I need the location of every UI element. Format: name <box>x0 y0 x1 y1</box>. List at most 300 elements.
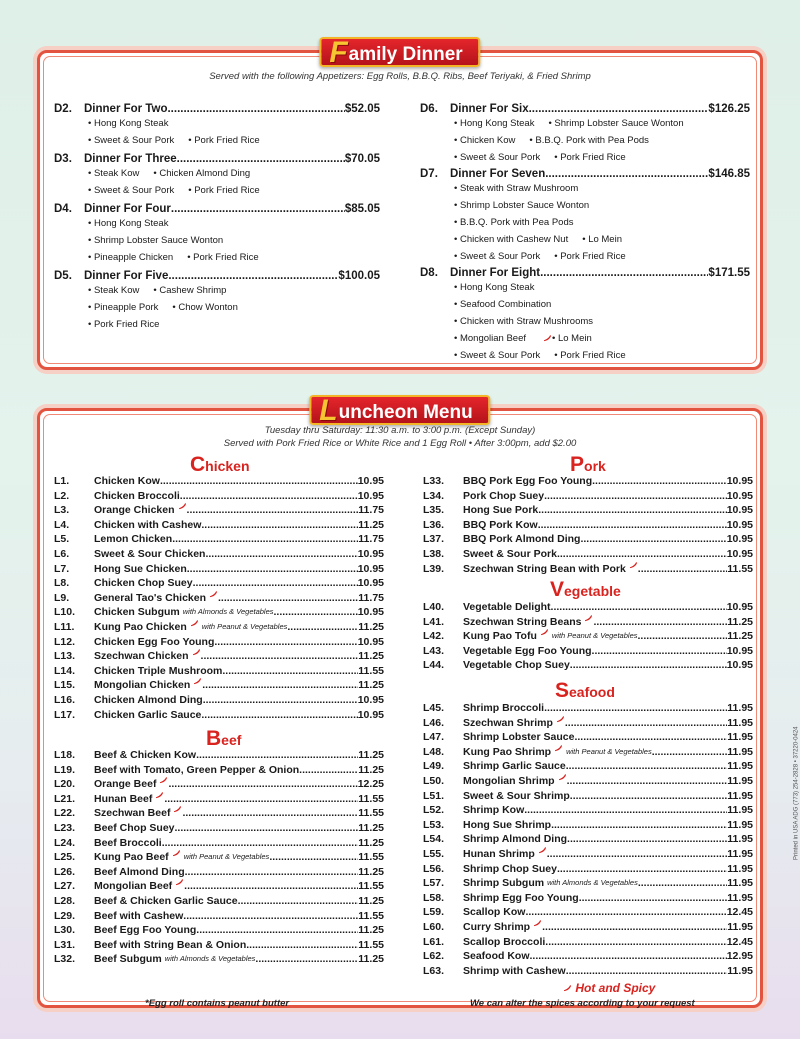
dinner-item-line <box>454 296 750 313</box>
dot-leader <box>172 532 358 547</box>
dot-leader <box>184 879 358 894</box>
menu-item <box>423 547 753 562</box>
menu-item <box>423 847 753 862</box>
chili-pepper-icon <box>563 985 572 992</box>
item-code: L3. <box>54 504 70 517</box>
item-price: 12.45 <box>726 935 753 948</box>
menu-item <box>423 891 753 906</box>
menu-item <box>423 803 753 818</box>
item-code: L46. <box>423 716 445 729</box>
dinner-item: • Hong Kong Steak <box>88 218 168 229</box>
item-code: L50. <box>423 774 445 787</box>
footnote-spices: We can alter the spices according to your request <box>470 998 695 1009</box>
dinner-name: Dinner For Five <box>84 270 169 282</box>
chili-pepper-icon <box>155 792 164 799</box>
item-code: L35. <box>423 504 445 517</box>
item-code: L51. <box>423 789 445 802</box>
dot-leader <box>182 806 358 821</box>
dot-leader <box>196 748 358 763</box>
chili-pepper-icon <box>540 629 549 636</box>
item-price: 11.25 <box>727 630 753 643</box>
menu-item <box>54 792 384 807</box>
item-price: 11.55 <box>358 880 384 893</box>
dot-leader <box>567 774 728 789</box>
item-price: 11.25 <box>358 518 384 531</box>
item-code: L48. <box>423 745 445 758</box>
menu-item <box>54 649 384 664</box>
dinner-item-line <box>454 279 750 296</box>
item-price: 11.55 <box>358 851 384 864</box>
item-name: Chicken Broccoli <box>94 489 180 502</box>
item-code: L9. <box>54 591 70 604</box>
dinner-code: D8. <box>420 267 438 279</box>
dot-leader <box>530 949 727 964</box>
item-name: Shrimp Subgum <box>463 877 545 890</box>
menu-item <box>423 964 753 979</box>
item-price: 10.95 <box>357 606 384 619</box>
dinner-item: • Pork Fried Rice <box>88 319 159 330</box>
item-note: with Peanut & Vegetables <box>551 631 638 641</box>
beef-list <box>54 748 384 967</box>
dinner-item: • Pork Fried Rice <box>188 185 259 196</box>
item-price: 10.95 <box>357 475 384 487</box>
menu-item <box>54 865 384 880</box>
item-price: 11.25 <box>358 836 384 849</box>
item-price: 11.25 <box>358 821 384 834</box>
item-code: L59. <box>423 906 445 919</box>
dinner-package <box>420 168 750 265</box>
item-code: L63. <box>423 964 445 977</box>
dot-leader <box>529 103 709 115</box>
item-name: Beef with Tomato, Green Pepper & Onion <box>94 763 300 776</box>
item-price: 10.95 <box>726 547 753 560</box>
item-name: Chicken Garlic Sauce <box>94 708 202 721</box>
item-price: 11.55 <box>358 807 384 820</box>
item-price: 10.95 <box>726 601 753 613</box>
menu-item <box>423 562 753 577</box>
luncheon-served: Served with Pork Fried Rice or White Rice and 1 Egg Roll • After 3:00pm, add $2.00 <box>223 438 577 449</box>
item-code: L19. <box>54 763 76 776</box>
dinner-item: • Hong Kong Steak <box>454 282 534 293</box>
dinner-item: • Sweet & Sour Pork <box>454 152 540 163</box>
item-price: 10.95 <box>726 644 753 657</box>
dinner-price: $126.25 <box>708 103 750 115</box>
menu-item <box>423 818 753 833</box>
item-name: Scallop Kow <box>463 906 526 919</box>
vegetable-list <box>423 600 753 673</box>
dot-leader <box>201 708 357 723</box>
item-name: Hunan Beef <box>94 792 153 805</box>
item-code: L2. <box>54 489 70 502</box>
menu-item <box>423 503 753 518</box>
dot-leader <box>196 923 358 938</box>
menu-item <box>54 806 384 821</box>
dot-leader <box>205 547 357 562</box>
seafood-list <box>423 701 753 978</box>
dinner-item-line <box>454 214 750 231</box>
menu-item <box>423 474 753 489</box>
item-price: 11.95 <box>727 877 753 890</box>
menu-item <box>54 763 384 778</box>
item-price: 11.25 <box>358 679 384 692</box>
item-price: 11.55 <box>727 562 753 575</box>
item-name: Shrimp Egg Foo Young <box>463 891 579 904</box>
dot-leader <box>524 803 727 818</box>
item-price: 11.25 <box>358 763 384 776</box>
chili-pepper-icon <box>190 620 199 627</box>
menu-item <box>54 777 384 792</box>
item-name: Kung Pao Tofu <box>463 630 537 643</box>
dinner-item: • Hong Kong Steak <box>454 118 534 129</box>
dot-leader <box>567 832 727 847</box>
item-name: BBQ Pork Almond Ding <box>463 533 581 546</box>
dinner-price: $52.05 <box>344 103 380 115</box>
item-name: Szechwan Chicken <box>94 650 189 663</box>
dinner-package <box>54 103 380 149</box>
dot-leader <box>269 850 358 865</box>
item-price: 10.95 <box>726 489 753 502</box>
item-name: Beef Egg Foo Young <box>94 924 197 937</box>
dot-leader <box>185 865 359 880</box>
item-code: L26. <box>54 865 76 878</box>
item-price: 11.25 <box>358 924 384 937</box>
menu-item <box>54 952 384 967</box>
menu-item <box>423 920 753 935</box>
item-name: Hong Sue Pork <box>463 504 539 517</box>
menu-item <box>54 547 384 562</box>
dinner-heading <box>420 168 750 180</box>
item-code: L49. <box>423 760 445 773</box>
dot-leader <box>160 474 358 489</box>
item-code: L15. <box>54 679 76 692</box>
item-name: Beef & Chicken Garlic Sauce <box>94 894 238 907</box>
luncheon-banner: Luncheon Menu <box>309 395 490 425</box>
dot-leader <box>638 629 728 644</box>
dinner-package <box>54 153 380 199</box>
menu-item <box>423 644 753 659</box>
item-code: L43. <box>423 644 445 657</box>
dinner-package <box>420 103 750 166</box>
dot-leader <box>164 792 358 807</box>
dot-leader <box>593 615 727 630</box>
item-price: 10.95 <box>357 577 384 590</box>
item-code: L62. <box>423 950 445 963</box>
item-code: L52. <box>423 804 445 817</box>
dinner-item: • Seafood Combination <box>454 299 551 310</box>
item-code: L33. <box>423 475 445 487</box>
dinner-item-line <box>454 132 750 149</box>
item-price: 11.75 <box>358 504 384 517</box>
item-name: General Tao's Chicken <box>94 591 207 604</box>
menu-item <box>54 923 384 938</box>
dot-leader <box>168 270 338 282</box>
item-name: Beef with String Bean & Onion <box>94 938 247 951</box>
dinner-heading <box>54 203 380 215</box>
item-name: Scallop Broccoli <box>463 935 546 948</box>
dinner-price: $146.85 <box>708 168 750 180</box>
item-note: with Almonds & Vegetables <box>164 954 256 964</box>
dot-leader <box>538 503 726 518</box>
dot-leader <box>238 894 359 909</box>
menu-item <box>54 635 384 650</box>
item-name: Sweet & Sour Shrimp <box>463 789 570 802</box>
menu-item <box>54 836 384 851</box>
menu-item <box>423 629 753 644</box>
chili-pepper-icon <box>173 806 182 813</box>
item-price: 11.25 <box>358 749 384 761</box>
item-name: Orange Chicken <box>94 504 175 517</box>
menu-item <box>54 489 384 504</box>
dot-leader <box>177 153 345 165</box>
item-code: L20. <box>54 778 76 791</box>
item-price: 10.95 <box>726 504 753 517</box>
item-code: L5. <box>54 533 70 546</box>
dot-leader <box>167 103 344 115</box>
item-code: L4. <box>54 518 70 531</box>
dinner-item: • Sweet & Sour Pork <box>88 135 174 146</box>
menu-item <box>423 759 753 774</box>
menu-item <box>423 774 753 789</box>
family-subtitle: Served with the following Appetizers: Egg Rolls, B.B.Q. Ribs, Beef Teriyaki, & Fried Shrimp <box>209 71 591 82</box>
item-code: L23. <box>54 821 76 834</box>
item-name: Chicken Egg Foo Young <box>94 635 215 648</box>
item-name: Vegetable Egg Foo Young <box>463 644 592 657</box>
item-name: Curry Shrimp <box>463 920 531 933</box>
item-code: L31. <box>54 938 76 951</box>
item-name: Sweet & Sour Chicken <box>94 547 206 560</box>
item-name: Vegetable Delight <box>463 601 551 613</box>
item-price: 10.95 <box>357 489 384 502</box>
dinner-item: • Steak Kow <box>88 285 139 296</box>
dinner-item-line <box>88 182 380 199</box>
dinner-item: • Chicken Almond Ding <box>153 168 250 179</box>
menu-item <box>423 745 753 760</box>
menu-item <box>54 748 384 763</box>
item-code: L12. <box>54 635 76 648</box>
menu-item <box>54 894 384 909</box>
dinner-item-line <box>454 231 750 248</box>
dot-leader <box>547 847 728 862</box>
menu-item <box>423 489 753 504</box>
dinner-item: • Pineapple Pork <box>88 302 158 313</box>
menu-item <box>423 518 753 533</box>
item-code: L21. <box>54 792 76 805</box>
item-price: 10.95 <box>726 475 753 487</box>
section-chicken: Chicken <box>190 453 250 476</box>
footnote-peanut: *Egg roll contains peanut butter <box>145 998 290 1009</box>
menu-item <box>54 474 384 489</box>
item-name: Hong Sue Chicken <box>94 562 187 575</box>
item-price: 10.95 <box>726 518 753 531</box>
item-name: BBQ Pork Kow <box>463 518 538 531</box>
item-price: 11.95 <box>727 731 753 744</box>
dot-leader <box>570 789 728 804</box>
dinner-package <box>420 267 750 364</box>
item-price: 11.25 <box>727 615 753 628</box>
dinner-item: • Pork Fried Rice <box>554 251 625 262</box>
dot-leader <box>525 905 726 920</box>
dinner-item: • Chicken Kow <box>454 135 515 146</box>
dinner-item-line <box>88 282 380 299</box>
item-price: 10.95 <box>357 547 384 560</box>
dot-leader <box>180 489 358 504</box>
item-price: 11.25 <box>358 894 384 907</box>
dinner-package <box>54 270 380 333</box>
item-code: L16. <box>54 693 76 706</box>
dot-leader <box>183 909 358 924</box>
item-note: with Peanut & Vegetables <box>566 746 652 756</box>
item-name: Kung Pao Chicken <box>94 620 187 633</box>
dinner-item: • Lo Mein <box>552 333 592 344</box>
item-price: 12.45 <box>726 906 753 919</box>
item-name: Szechwan Shrimp <box>463 716 553 729</box>
dot-leader <box>544 701 727 716</box>
dot-leader <box>193 576 358 591</box>
item-code: L42. <box>423 630 445 643</box>
dinner-name: Dinner For Eight <box>450 267 541 279</box>
item-price: 11.95 <box>727 847 753 860</box>
item-price: 11.95 <box>727 702 753 714</box>
dinner-item: • Shrimp Lobster Sauce Wonton <box>454 200 589 211</box>
item-name: Shrimp Lobster Sauce <box>463 731 575 744</box>
item-code: L8. <box>54 577 70 590</box>
dinner-price: $85.05 <box>344 203 380 215</box>
menu-item <box>423 600 753 615</box>
dinner-item-line <box>88 132 380 149</box>
item-name: Chicken with Cashew <box>94 518 202 531</box>
item-name: Sweet & Sour Pork <box>463 547 557 560</box>
dinner-item: • B.B.Q. Pork with Pea Pods <box>454 217 574 228</box>
item-price: 12.95 <box>726 950 753 963</box>
item-name: Seafood Kow <box>463 950 530 963</box>
item-note: with Almonds & Vegetables <box>182 607 274 617</box>
item-price: 11.95 <box>727 833 753 846</box>
item-price: 11.95 <box>727 804 753 817</box>
dot-leader <box>214 635 357 650</box>
item-name: Kung Pao Shrimp <box>463 745 552 758</box>
dinner-name: Dinner For Six <box>450 103 529 115</box>
chili-pepper-icon <box>554 745 563 752</box>
item-code: L38. <box>423 547 445 560</box>
dot-leader <box>574 730 727 745</box>
chili-pepper-icon <box>558 774 567 781</box>
item-code: L30. <box>54 924 76 937</box>
item-name: Chicken Chop Suey <box>94 577 193 590</box>
item-name: Chicken Triple Mushroom <box>94 664 223 677</box>
item-code: L36. <box>423 518 445 531</box>
dinner-item-line <box>454 180 750 197</box>
chili-pepper-icon <box>159 777 168 784</box>
dot-leader <box>545 168 708 180</box>
item-code: L40. <box>423 601 445 613</box>
dot-leader <box>222 664 358 679</box>
dinner-price: $171.55 <box>708 267 750 279</box>
item-name: Pork Chop Suey <box>463 489 545 502</box>
item-name: Hong Sue Shrimp <box>463 818 552 831</box>
item-name: Beef Chop Suey <box>94 821 175 834</box>
item-code: L44. <box>423 659 445 672</box>
menu-item <box>423 832 753 847</box>
item-price: 11.55 <box>358 792 384 805</box>
dinner-item: • Lo Mein <box>582 234 622 245</box>
dot-leader <box>565 716 727 731</box>
menu-item <box>54 620 384 635</box>
item-price: 11.25 <box>358 650 384 663</box>
menu-item <box>54 664 384 679</box>
dot-leader <box>551 600 727 615</box>
dinner-item-line <box>454 330 750 347</box>
dinner-item: • Hong Kong Steak <box>88 118 168 129</box>
luncheon-hours: Tuesday thru Saturday: 11:30 a.m. to 3:00 p.m. (Except Sunday) <box>264 425 536 436</box>
dot-leader <box>551 818 727 833</box>
dot-leader <box>540 267 708 279</box>
item-name: Hunan Shrimp <box>463 847 535 860</box>
menu-item <box>423 905 753 920</box>
dinner-code: D4. <box>54 203 72 215</box>
menu-item <box>423 949 753 964</box>
menu-item <box>423 532 753 547</box>
item-code: L25. <box>54 851 76 864</box>
dinner-item: • Sweet & Sour Pork <box>454 350 540 361</box>
dinner-price: $70.05 <box>344 153 380 165</box>
dinner-code: D2. <box>54 103 72 115</box>
dot-leader <box>545 935 726 950</box>
dinner-item-line <box>454 313 750 330</box>
item-name: Orange Beef <box>94 778 157 791</box>
dot-leader <box>592 644 727 659</box>
menu-item <box>423 658 753 673</box>
item-price: 11.95 <box>727 760 753 773</box>
item-name: Beef Almond Ding <box>94 865 185 878</box>
dot-leader <box>201 518 358 533</box>
item-name: Mongolian Chicken <box>94 679 191 692</box>
dinner-heading <box>54 103 380 115</box>
dinner-heading <box>420 267 750 279</box>
dot-leader <box>203 693 358 708</box>
item-price: 11.55 <box>358 909 384 922</box>
item-name: Beef Subgum <box>94 953 162 966</box>
chili-pepper-icon <box>629 562 638 569</box>
item-code: L6. <box>54 547 70 560</box>
dinner-item: • Mongolian Beef <box>454 333 526 344</box>
item-price: 10.95 <box>357 635 384 648</box>
item-name: Chicken Almond Ding <box>94 693 203 706</box>
menu-item <box>423 615 753 630</box>
item-name: Chicken Kow <box>94 475 160 487</box>
item-code: L7. <box>54 562 70 575</box>
section-vegetable: Vegetable <box>550 578 621 601</box>
item-name: Shrimp Almond Ding <box>463 833 568 846</box>
dot-leader <box>566 964 728 979</box>
family-right-column <box>420 103 750 366</box>
dot-leader <box>299 763 358 778</box>
menu-item <box>423 716 753 731</box>
dot-leader <box>557 547 727 562</box>
dinner-code: D3. <box>54 153 72 165</box>
menu-item <box>54 576 384 591</box>
item-price: 11.95 <box>727 789 753 802</box>
menu-item <box>54 532 384 547</box>
dot-leader <box>274 605 358 620</box>
item-code: L1. <box>54 475 70 487</box>
dinner-code: D7. <box>420 168 438 180</box>
item-price: 11.55 <box>358 938 384 951</box>
item-code: L60. <box>423 920 445 933</box>
chili-pepper-icon <box>178 503 187 510</box>
menu-item <box>54 591 384 606</box>
dinner-item-line <box>88 215 380 232</box>
menu-item <box>423 876 753 891</box>
